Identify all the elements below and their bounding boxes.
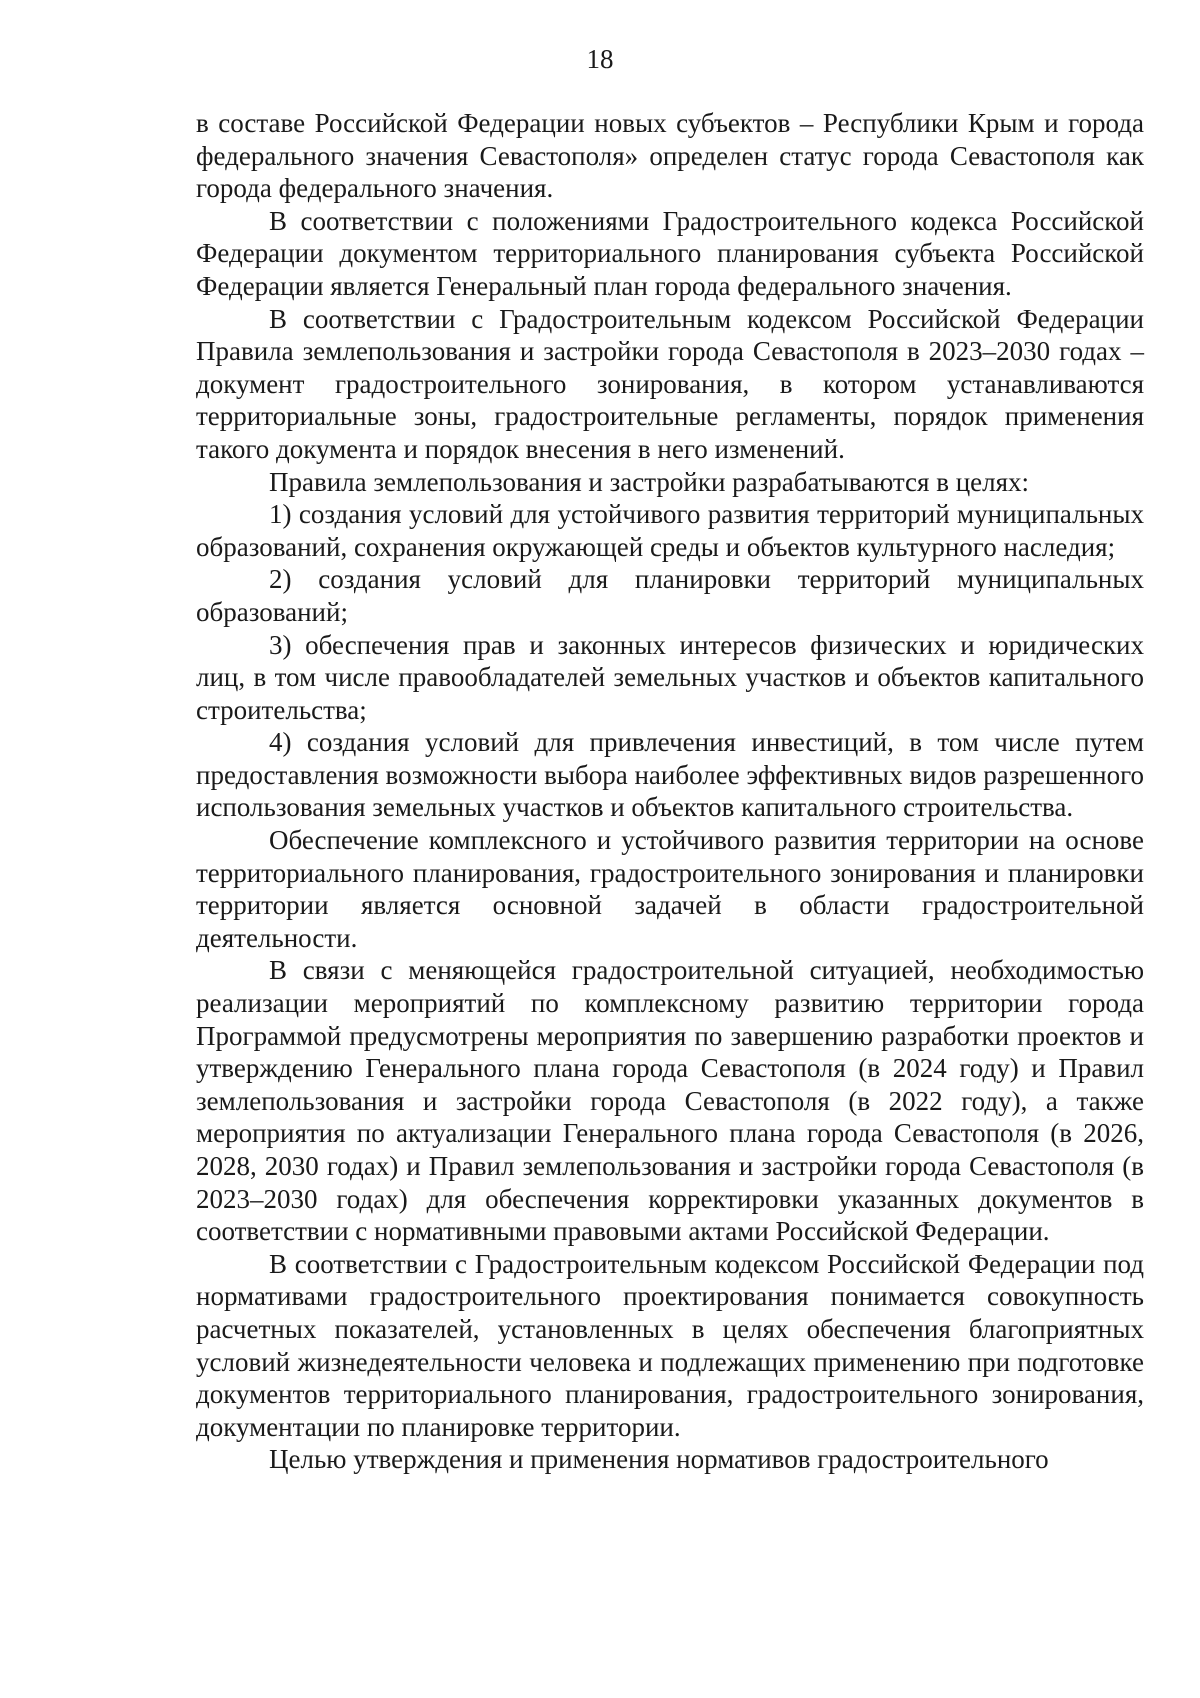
document-body: [196, 107, 1144, 1476]
page-number: 18: [586, 44, 614, 74]
paragraph-design-norms: В соответствии с Градостроительным кодексом Российской Федерации под нормативами градостроительного проектирования понимается совокупность расчетных показателей, установленных в целях обеспечения благоприятных условий жизнедеятельности человека и подлежащих применению при подготовке документов территориального планирования, градостроительного зонирования, документации по планировке территории.: [196, 1248, 1144, 1442]
paragraph-complex-development: Обеспечение комплексного и устойчивого развития территории на основе территориального планирования, градостроительного зонирования и планировки территории является основной задачей в области градостроительной деятельности.: [196, 825, 1144, 953]
paragraph-general-plan: В соответствии с положениями Градостроительного кодекса Российской Федерации документом территориального планирования субъекта Российской Федерации является Генеральный план города федерального значения.: [196, 205, 1144, 301]
list-item-goal-3: 3) обеспечения прав и законных интересов физических и юридических лиц, в том числе правообладателей земельных участков и объектов капитального строительства;: [196, 629, 1144, 725]
paragraph-continuation: в составе Российской Федерации новых субъектов – Республики Крым и города федерального значения Севастополя» определен статус города Севастополя как города федерального значения.: [196, 108, 1144, 204]
list-item-goal-1: 1) создания условий для устойчивого развития территорий муниципальных образований, сохранения окружающей среды и объектов культурного наследия;: [196, 499, 1144, 562]
paragraph-rules-goals-intro: Правила землепользования и застройки разрабатываются в целях:: [269, 466, 1030, 497]
paragraph-zoning-rules: В соответствии с Градостроительным кодексом Российской Федерации Правила землепользования и застройки города Севастополя в 2023–2030 годах – документ градостроительного зонирования, в котором устанавливаются территориальные зоны, градостроительные регламенты, порядок применения такого документа и порядок внесения в него изменений.: [196, 303, 1144, 464]
paragraph-norms-purpose: Целью утверждения и применения нормативов градостроительного: [269, 1444, 1049, 1475]
paragraph-program-measures: В связи с меняющейся градостроительной ситуацией, необходимостью реализации мероприятий по комплексному развитию территории города Программой предусмотрены мероприятия по завершению разработки проектов и утверждению Генерального плана города Севастополя (в 2024 году) и Правил землепользования и застройки города Севастополя (в 2022 году), а также мероприятия по актуализации Генерального плана города Севастополя (в 2026, 2028, 2030 годах) и Правил землепользования и застройки города Севастополя (в 2023–2030 годах) для обеспечения корректировки указанных документов в соответствии с нормативными правовыми актами Российской Федерации.: [196, 955, 1144, 1247]
list-item-goal-4: 4) создания условий для привлечения инвестиций, в том числе путем предоставления возможности выбора наиболее эффективных видов разрешенного использования земельных участков и объектов капитального строительства.: [196, 727, 1144, 823]
list-item-goal-2: 2) создания условий для планировки территорий муниципальных образований;: [196, 564, 1144, 627]
